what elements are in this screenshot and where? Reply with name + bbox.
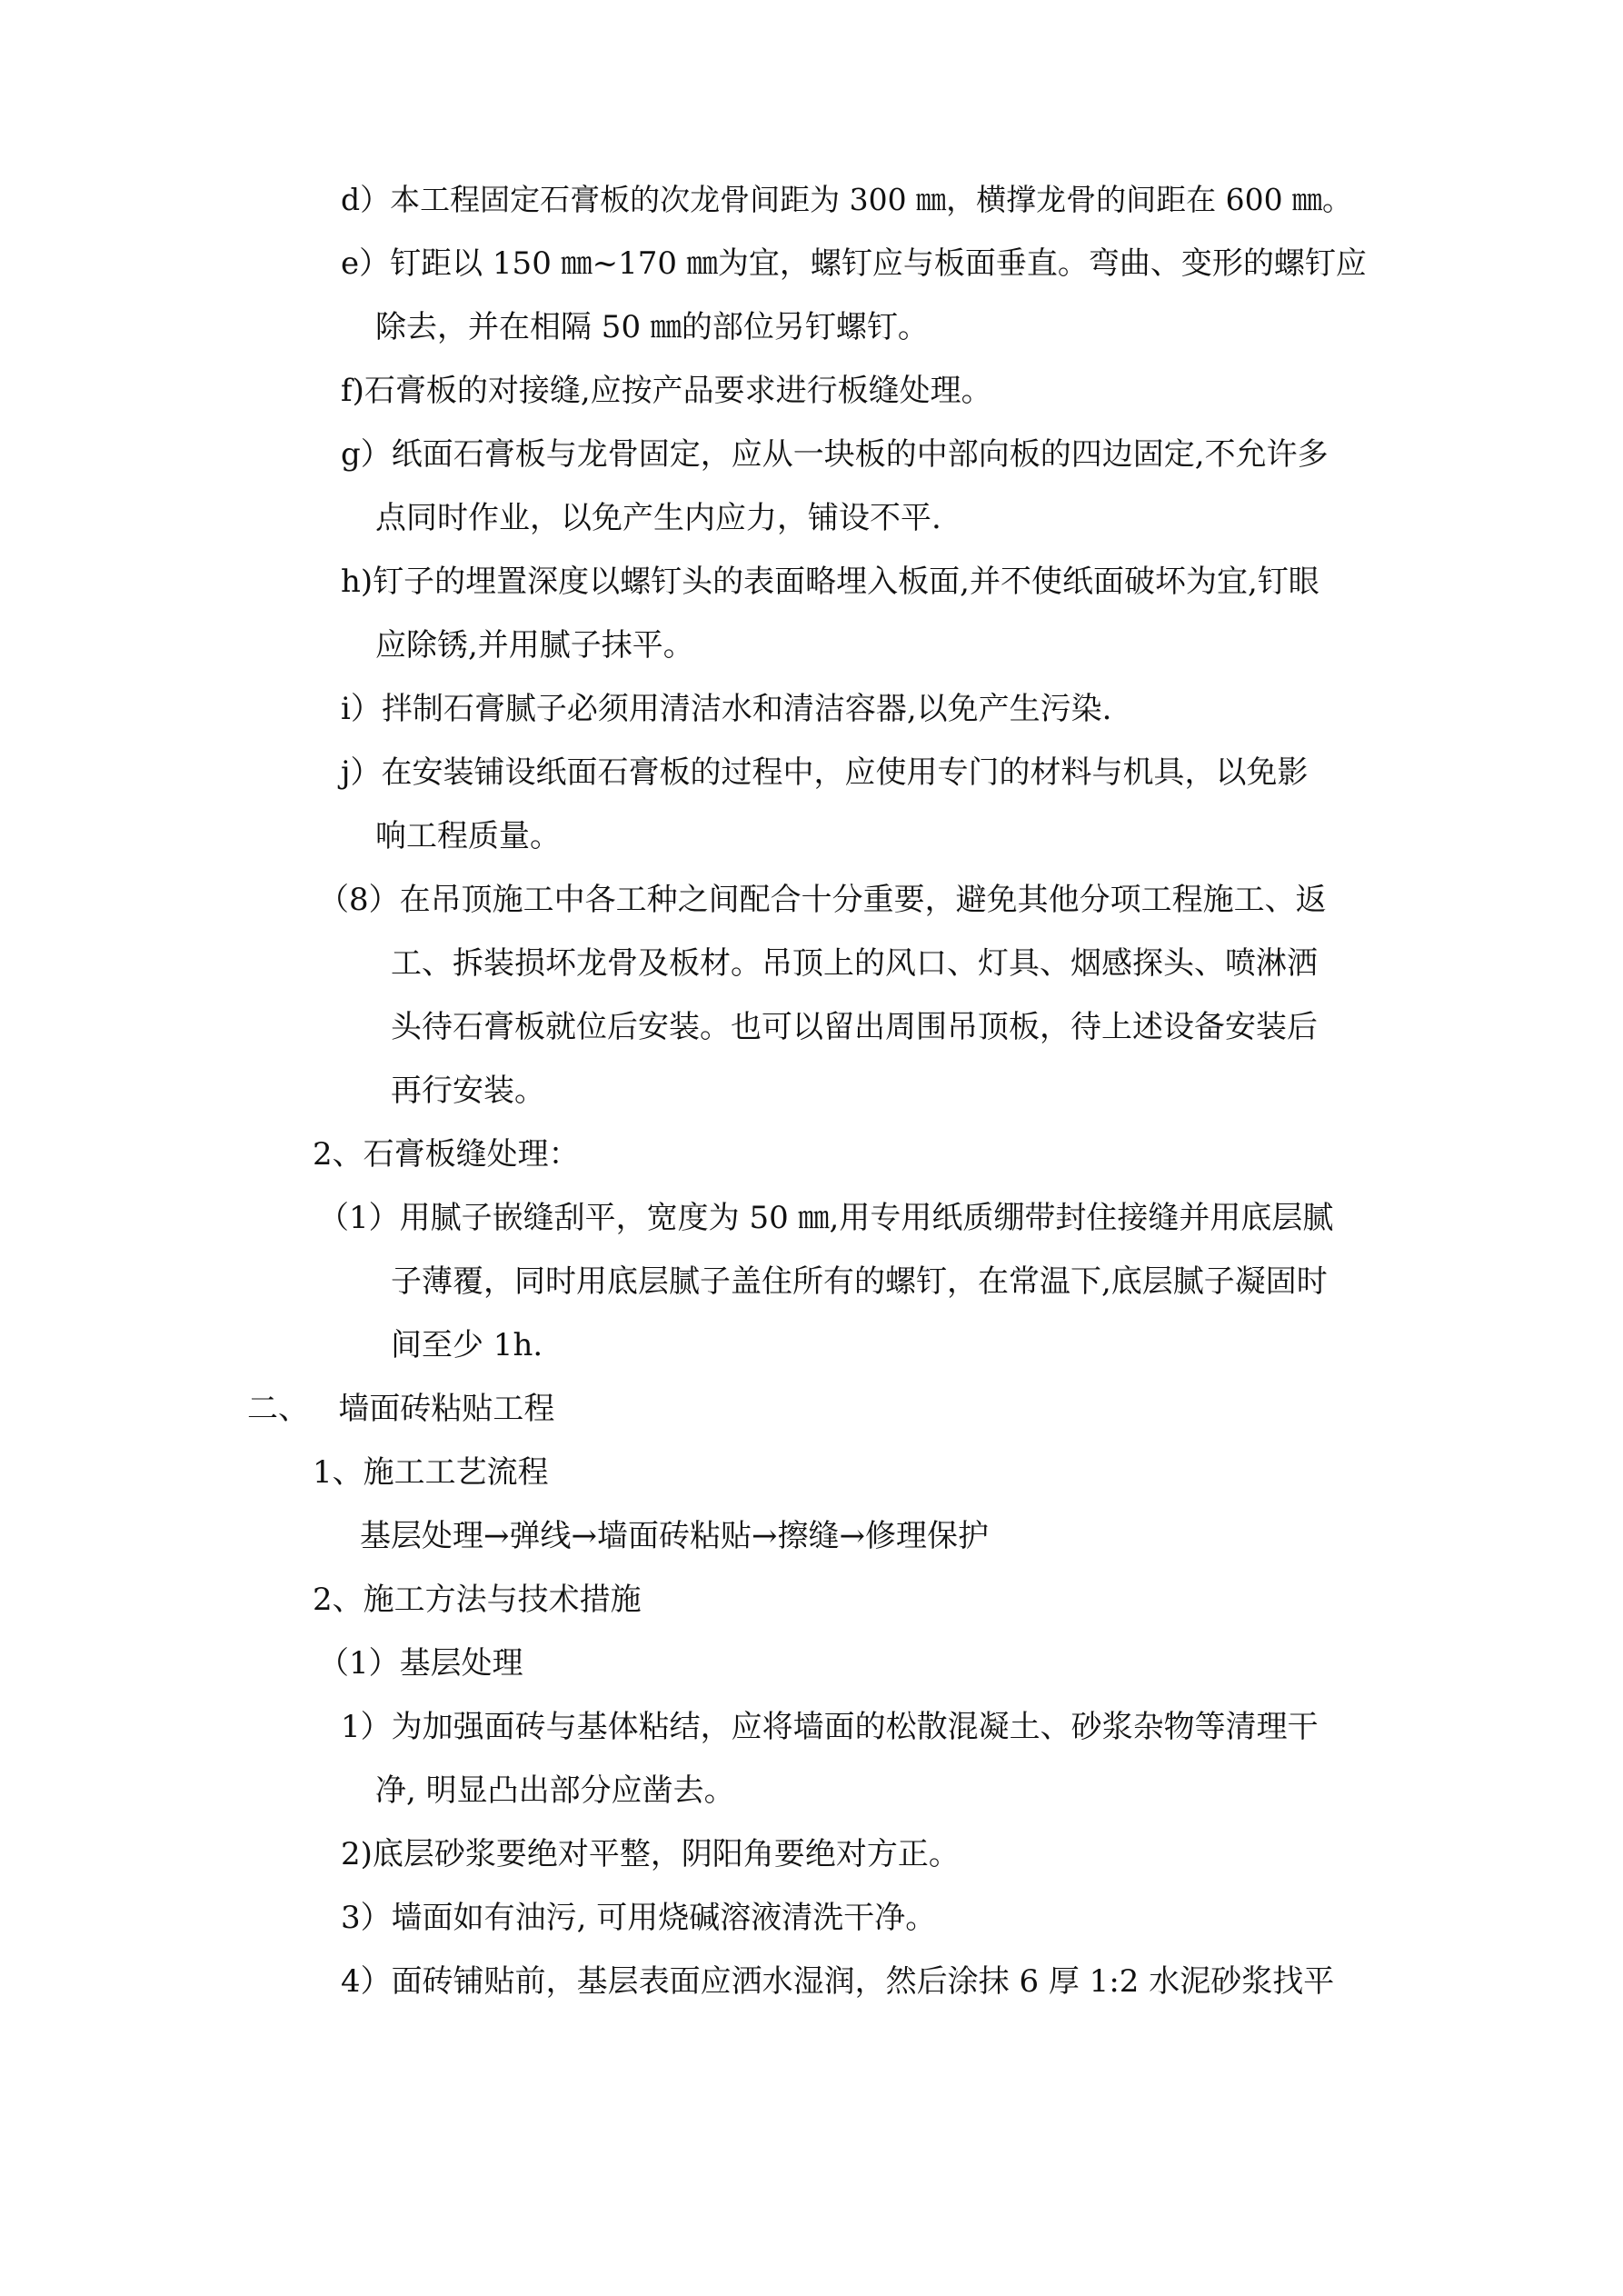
text-line: （1）用腻子嵌缝刮平，宽度为 50 ㎜,用专用纸质绷带封住接缝并用底层腻 — [318, 1200, 1334, 1236]
text-line: 头待石膏板就位后安装。也可以留出周围吊顶板，待上述设备安装后 — [391, 1009, 1318, 1045]
text-line: g）纸面石膏板与龙骨固定，应从一块板的中部向板的四边固定,不允许多 — [341, 436, 1329, 473]
text-line: 净, 明显凸出部分应凿去。 — [375, 1772, 735, 1809]
text-line: f)石膏板的对接缝,应按产品要求进行板缝处理。 — [341, 373, 992, 409]
text-line: j）在安装铺设纸面石膏板的过程中，应使用专门的材料与机具，以免影 — [341, 754, 1309, 791]
text-line: 除去，并在相隔 50 ㎜的部位另钉螺钉。 — [375, 309, 929, 345]
text-line: 3）墙面如有油污, 可用烧碱溶液清洗干净。 — [341, 1900, 937, 1936]
text-line: d）本工程固定石膏板的次龙骨间距为 300 ㎜，横撑龙骨的间距在 600 ㎜。 — [341, 182, 1353, 217]
text-line: h)钉子的埋置深度以螺钉头的表面略埋入板面,并不使纸面破坏为宜,钉眼 — [341, 564, 1319, 600]
text-line: 1）为加强面砖与基体粘结，应将墙面的松散混凝土、砂浆杂物等清理干 — [341, 1709, 1319, 1745]
text-line: 间至少 1h. — [391, 1327, 543, 1363]
process-flow: 基层处理→弹线→墙面砖粘贴→擦缝→修理保护 — [360, 1518, 989, 1554]
text-line: 应除锈,并用腻子抹平。 — [375, 627, 694, 664]
text-line: 2、石膏板缝处理： — [313, 1136, 580, 1173]
text-line: 4）面砖铺贴前，基层表面应洒水湿润，然后涂抹 6 厚 1:2 水泥砂浆找平 — [341, 1963, 1335, 2000]
text-line: 1、施工工艺流程 — [313, 1454, 549, 1491]
text-line: （8）在吊顶施工中各工种之间配合十分重要，避免其他分项工程施工、返 — [318, 882, 1327, 918]
text-line: 2)底层砂浆要绝对平整，阴阳角要绝对方正。 — [341, 1836, 960, 1872]
section-heading: 二、 墙面砖粘贴工程 — [247, 1391, 555, 1427]
text-line: i）拌制石膏腻子必须用清洁水和清洁容器,以免产生污染. — [341, 691, 1112, 727]
text-line: 子薄覆，同时用底层腻子盖住所有的螺钉，在常温下,底层腻子凝固时 — [391, 1263, 1328, 1300]
text-line: （1）基层处理 — [318, 1645, 523, 1682]
text-line: e）钉距以 150 ㎜~170 ㎜为宜，螺钉应与板面垂直。弯曲、变形的螺钉应 — [341, 245, 1367, 282]
text-line: 响工程质量。 — [375, 818, 561, 854]
text-line: 2、施工方法与技术措施 — [313, 1582, 642, 1618]
text-line: 点同时作业，以免产生内应力，铺设不平. — [375, 500, 941, 536]
text-line: 再行安装。 — [391, 1073, 545, 1109]
text-line: 工、拆装损坏龙骨及板材。吊顶上的风口、灯具、烟感探头、喷淋洒 — [391, 945, 1318, 982]
